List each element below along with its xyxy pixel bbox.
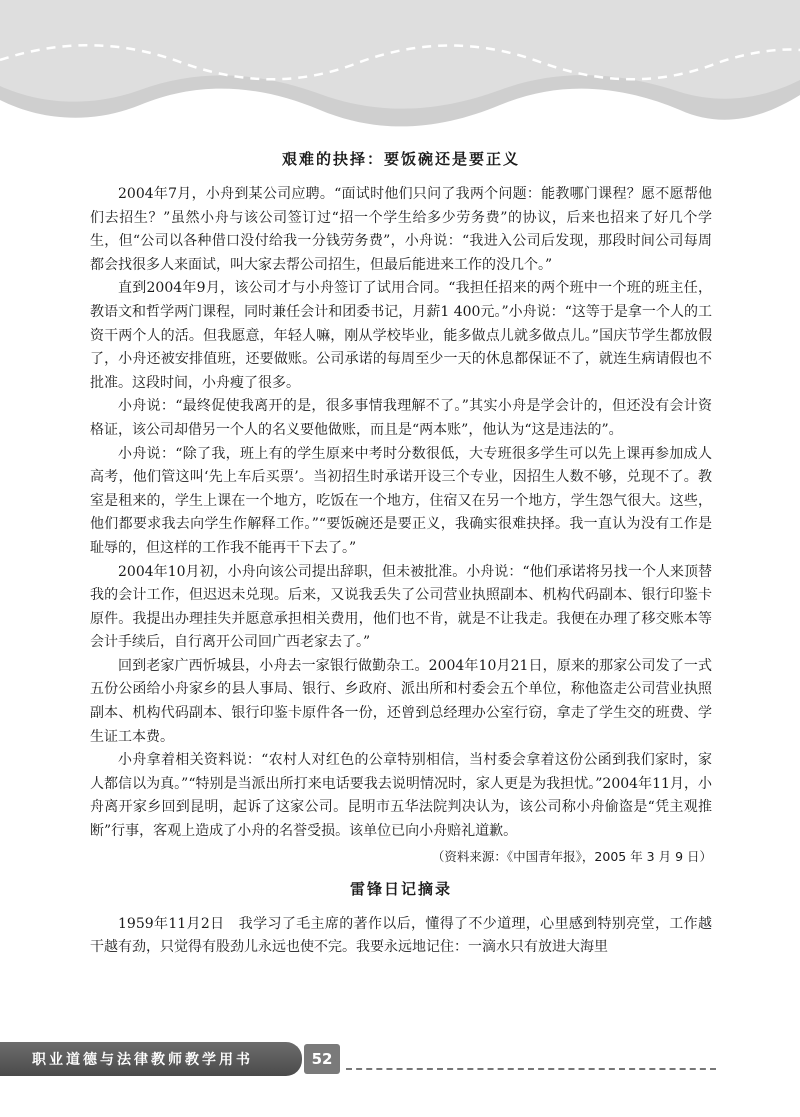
article-paragraph: 回到老家广西忻城县，小舟去一家银行做勤杂工。2004年10月21日，原来的那家公司发了一式五份公函给小舟家乡的县人事局、银行、乡政府、派出所和村委会五个单位，称他盗走公司营业执照副本、机构代码副本、银行印鉴卡原件各一份，还曾到总经理办公室行窃，拿走了学生交的班费、学生证工本费。 <box>90 657 712 745</box>
diary-title: 雷锋日记摘录 <box>349 879 452 898</box>
article-source: （资料来源：《中国青年报》，2005 年 3 月 9 日） <box>431 848 712 864</box>
article-paragraph: 小舟拿着相关资料说：“农村人对红色的公章特别相信，当村委会拿着这份公函到我们家时，家人都信以为真。”“特别是当派出所打来电话要我去说明情况时，家人更是为我担忧。”2004年11月，小舟离开家乡回到昆明，起诉了这家公司。昆明市五华法院判决认为，该公司称小舟偷盗是“凭主观推断”行事，客观上造成了小舟的名誉受损。该单位已向小舟赔礼道歉。 <box>90 752 712 840</box>
page-number: 52 <box>304 1044 340 1074</box>
diary-paragraph: 1959年11月2日 我学习了毛主席的著作以后，懂得了不少道理，心里感到特别亮堂，工作越干越有劲，只觉得有股劲儿永远也使不完。我要永远地记住：一滴水只有放进大海里 <box>90 915 712 956</box>
footer-book-title: 职业道德与法律教师教学用书 <box>32 1052 253 1068</box>
article-paragraph: 小舟说：“最终促使我离开的是，很多事情我理解不了。”其实小舟是学会计的，但还没有会计资格证，该公司却借另一个人的名义要他做账，而且是“两本账”，他认为“这是违法的”。 <box>90 398 712 438</box>
article-title: 艰难的抉择：要饭碗还是要正义 <box>281 150 520 168</box>
article-paragraph: 直到2004年9月，该公司才与小舟签订了试用合同。“我担任招来的两个班中一个班的班主任，教语文和哲学两门课程，同时兼任会计和团委书记，月薪1 400元。”小舟说：“这等于是拿一个人的工资干两个人的活。但我愿意，年轻人嘛，刚从学校毕业，能多做点儿就多做点儿。”国庆节学生都放假了，小舟还被安排值班，还要做账。公司承诺的每周至少一天的休息都保证不了，就连生病请假也不批准。这段时间，小舟瘦了很多。 <box>90 280 712 391</box>
article-paragraph: 2004年7月，小舟到某公司应聘。“面试时他们只问了我两个问题：能教哪门课程？愿不愿帮他们去招生？”虽然小舟与该公司签订过“招一个学生给多少劳务费”的协议，后来也招来了好几个学生，但“公司以各种借口没付给我一分钱劳务费”，小舟说：“我进入公司后发现，那段时间公司每周都会找很多人来面试，叫大家去帮公司招生，但最后能进来工作的没几个。” <box>90 186 712 273</box>
article-paragraph: 2004年10月初，小舟向该公司提出辞职，但未被批准。小舟说：“他们承诺将另找一个人来顶替我的会计工作，但迟迟未兑现。后来，又说我丢失了公司营业执照副本、机构代码副本、银行印鉴卡原件。我提出办理挂失并愿意承担相关费用，他们也不肯，就是不让我走。我便在办理了移交账本等会计手续后，自行离开公司回广西老家去了。” <box>90 563 712 651</box>
header-wave-banner <box>0 0 800 150</box>
footer-dashed-line <box>346 1068 716 1070</box>
page-content <box>90 148 712 960</box>
page-footer <box>0 1030 800 1090</box>
article-paragraph: 小舟说：“除了我，班上有的学生原来中考时分数很低，大专班很多学生可以先上课再参加成人高考，他们管这叫‘先上车后买票’。当初招生时承诺开设三个专业，因招生人数不够，兑现不了。教室是租来的，学生上课在一个地方，吃饭在一个地方，住宿又在另一个地方，学生怨气很大。这些，他们都要求我去向学生作解释工作。”“要饭碗还是要正义，我确实很难抉择。我一直认为没有工作是耻辱的，但这样的工作我不能再干下去了。” <box>90 445 712 556</box>
